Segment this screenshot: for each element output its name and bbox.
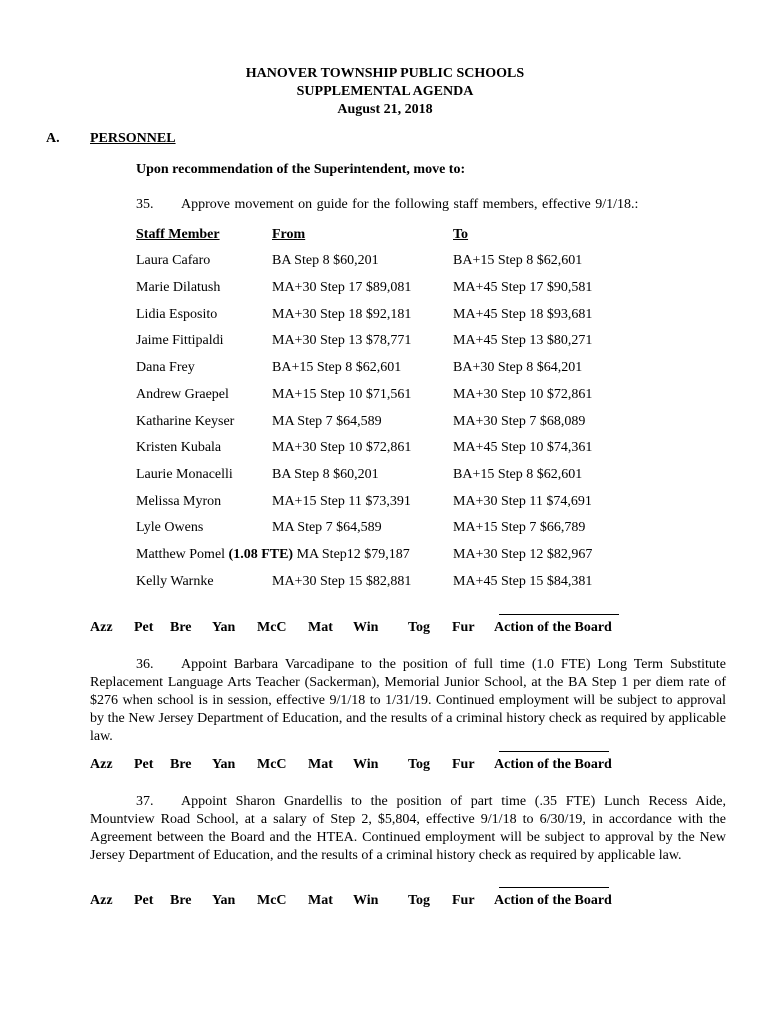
to-value: BA+15 Step 8 $62,601 [453,467,583,482]
staff-name: Melissa Myron [136,494,222,509]
item-36-number: 36. [136,657,154,672]
from-value: MA Step 7 $64,589 [272,520,382,535]
staff-name: Marie Dilatush [136,280,221,295]
document-date: August 21, 2018 [337,102,433,117]
item-35-number: 35. [136,197,154,212]
to-value: MA+45 Step 15 $84,381 [453,574,593,589]
vote-initials: Mat [308,757,333,772]
vote-initials: Win [353,757,379,772]
from-value: MA Step 7 $64,589 [272,414,382,429]
vote-initials: Pet [134,893,154,908]
vote-initials: Pet [134,757,154,772]
document-title: HANOVER TOWNSHIP PUBLIC SCHOOLS [245,66,525,81]
staff-name: Laurie Monacelli [136,467,233,482]
staff-name: Lidia Esposito [136,307,218,322]
vote-initials: McC [257,757,287,772]
table-row [136,494,736,514]
signature-line [499,887,609,888]
vote-initials: Azz [90,620,113,635]
item-37-number: 37. [136,794,154,809]
to-value: MA+30 Step 10 $72,861 [453,387,593,402]
from-value: MA+15 Step 11 $73,391 [272,494,411,509]
vote-initials: Win [353,620,379,635]
intro-text: Upon recommendation of the Superintendent, move to: [136,162,466,177]
vote-initials: Mat [308,893,333,908]
from-value: MA+30 Step 10 $72,861 [272,440,412,455]
col-to: To [453,227,469,242]
staff-name: Dana Frey [136,360,195,375]
vote-initials: Fur [452,757,475,772]
from-value: BA Step 8 $60,201 [272,253,379,268]
col-from: From [272,227,306,242]
vote-initials: Bre [170,893,192,908]
vote-row [90,757,730,777]
to-value: MA+45 Step 13 $80,271 [453,333,593,348]
to-value: MA+30 Step 7 $68,089 [453,414,586,429]
table-row [136,547,736,567]
item-36-text: Appoint Barbara Varcadipane to the position of full time (1.0 FTE) Long Term Substitute Replacement Language Arts Teacher (Sackerman), Memorial Junior School, at the BA Step 1 per diem rate of $276 when school is in session, effective 9/1/18 to 1/31/19. Continued employment will be subject to approval by the New Jersey Department of Education, and the results of a criminal history check as required by applicable law. [90,657,726,744]
action-of-board-label: Action of the Board [494,893,612,908]
table-row [136,307,736,327]
col-staff-member: Staff Member [136,227,220,242]
to-value: BA+15 Step 8 $62,601 [453,253,583,268]
from-value: MA+15 Step 10 $71,561 [272,387,412,402]
vote-initials: Yan [212,620,236,635]
staff-name: Laura Cafaro [136,253,211,268]
vote-initials: McC [257,893,287,908]
table-row [136,467,736,487]
action-of-board-label: Action of the Board [494,620,612,635]
vote-initials: Bre [170,620,192,635]
vote-initials: McC [257,620,287,635]
to-value: MA+15 Step 7 $66,789 [453,520,586,535]
table-row [136,360,736,380]
table-header [136,227,736,247]
staff-name: Katharine Keyser [136,414,235,429]
vote-initials: Azz [90,893,113,908]
to-value: MA+45 Step 10 $74,361 [453,440,593,455]
action-of-board-label: Action of the Board [494,757,612,772]
staff-name: Kelly Warnke [136,574,214,589]
fte-note: (1.08 FTE) [228,547,294,562]
from-value: BA Step 8 $60,201 [272,467,379,482]
from-value: MA+30 Step 15 $82,881 [272,574,412,589]
document-subtitle: SUPPLEMENTAL AGENDA [296,84,474,99]
section-title: PERSONNEL [90,131,176,146]
signature-line [499,614,619,615]
vote-initials: Yan [212,893,236,908]
item-36-paragraph [90,656,726,746]
signature-line [499,751,609,752]
vote-row [90,893,730,913]
vote-initials: Win [353,893,379,908]
to-value: MA+45 Step 18 $93,681 [453,307,593,322]
vote-initials: Tog [408,620,431,635]
vote-row [90,620,730,640]
vote-initials: Tog [408,757,431,772]
table-row [136,280,736,300]
from-value: MA+30 Step 17 $89,081 [272,280,412,295]
table-row [136,387,736,407]
to-value: MA+45 Step 17 $90,581 [453,280,593,295]
vote-initials: Bre [170,757,192,772]
staff-name: Andrew Graepel [136,387,229,402]
table-row [136,440,736,460]
vote-initials: Fur [452,620,475,635]
from-value: MA Step12 $79,187 [296,547,410,562]
vote-initials: Tog [408,893,431,908]
to-value: MA+30 Step 11 $74,691 [453,494,592,509]
staff-name: Matthew Pomel [136,547,226,562]
item-35-text: Approve movement on guide for the following staff members, effective 9/1/18.: [181,197,639,212]
item-37-paragraph [90,793,726,865]
table-row [136,414,736,434]
staff-name: Jaime Fittipaldi [136,333,224,348]
to-value: BA+30 Step 8 $64,201 [453,360,583,375]
from-value: MA+30 Step 18 $92,181 [272,307,412,322]
staff-name: Lyle Owens [136,520,204,535]
vote-initials: Yan [212,757,236,772]
staff-name: Kristen Kubala [136,440,222,455]
table-row [136,333,736,353]
vote-initials: Fur [452,893,475,908]
vote-initials: Mat [308,620,333,635]
section-letter: A. [46,131,60,146]
table-row [136,520,736,540]
from-value: MA+30 Step 13 $78,771 [272,333,412,348]
to-value: MA+30 Step 12 $82,967 [453,547,593,562]
table-row [136,253,736,273]
item-37-text: Appoint Sharon Gnardellis to the position of part time (.35 FTE) Lunch Recess Aide, Mountview Road School, at a salary of Step 2, $5,804, effective 9/1/18 to 6/30/19, in accordance with the Agreement between the Board and the HTEA. Continued employment will be subject to approval by the New Jersey Department of Education, and the results of a criminal history check as required by applicable law. [90,794,726,863]
from-value: BA+15 Step 8 $62,601 [272,360,402,375]
table-row [136,574,736,594]
vote-initials: Pet [134,620,154,635]
vote-initials: Azz [90,757,113,772]
